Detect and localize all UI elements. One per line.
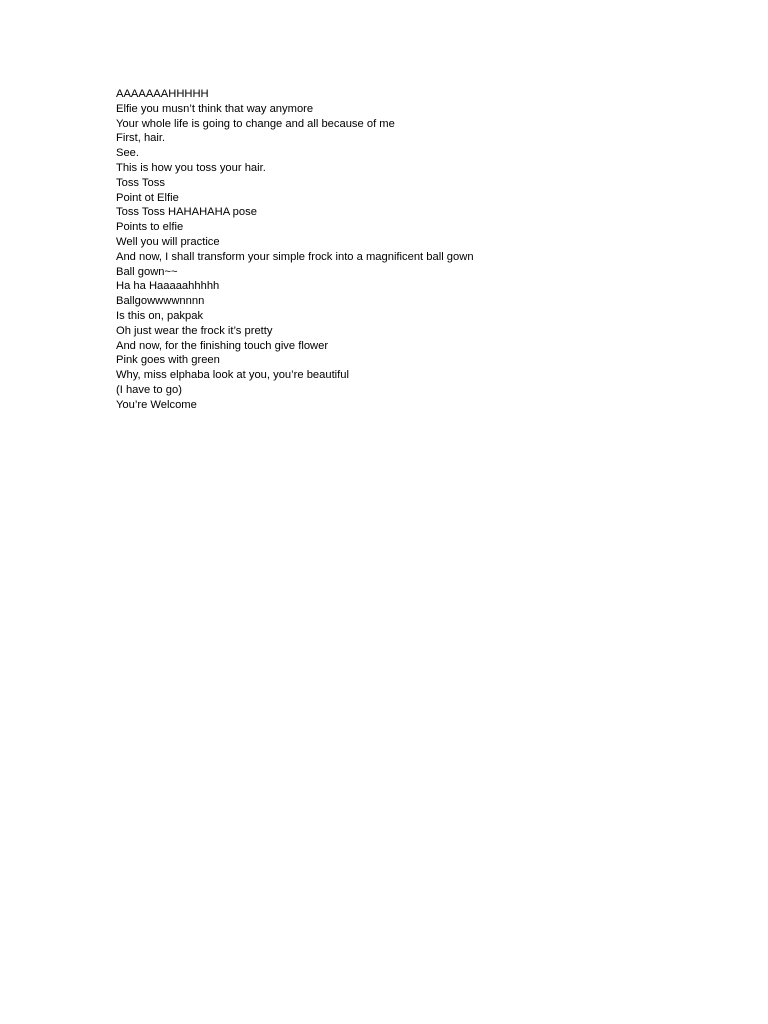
text-line: Points to elfie [116, 221, 184, 234]
text-line: Point ot Elfie [116, 191, 179, 204]
text-line: Ha ha Haaaaahhhhh [116, 280, 220, 293]
text-line: Oh just wear the frock it’s pretty [116, 324, 273, 337]
text-line: Elfie you musn’t think that way anymore [116, 102, 314, 115]
text-line: Pink goes with green [116, 354, 220, 367]
text-line: AAAAAAAHHHHH [116, 88, 209, 100]
text-line: You’re Welcome [116, 398, 197, 411]
text-line: See. [116, 147, 140, 160]
text-line: First, hair. [116, 132, 166, 145]
text-line: This is how you toss your hair. [116, 161, 266, 174]
text-line: Ball gown~~ [116, 265, 178, 278]
text-line: Why, miss elphaba look at you, you’re beautiful [116, 369, 349, 382]
document-body [116, 87, 736, 413]
text-line: Toss Toss [116, 176, 165, 189]
text-line: Is this on, pakpak [116, 309, 204, 322]
text-line: And now, for the finishing touch give flower [116, 339, 329, 352]
text-line: (I have to go) [116, 383, 182, 396]
text-line: Toss Toss HAHAHAHA pose [116, 206, 257, 219]
text-line: Well you will practice [116, 235, 220, 248]
text-line: Ballgowwwwnnnn [116, 295, 205, 308]
text-line: Your whole life is going to change and all because of me [116, 117, 395, 130]
text-line: And now, I shall transform your simple frock into a magnificent ball gown [116, 250, 474, 263]
